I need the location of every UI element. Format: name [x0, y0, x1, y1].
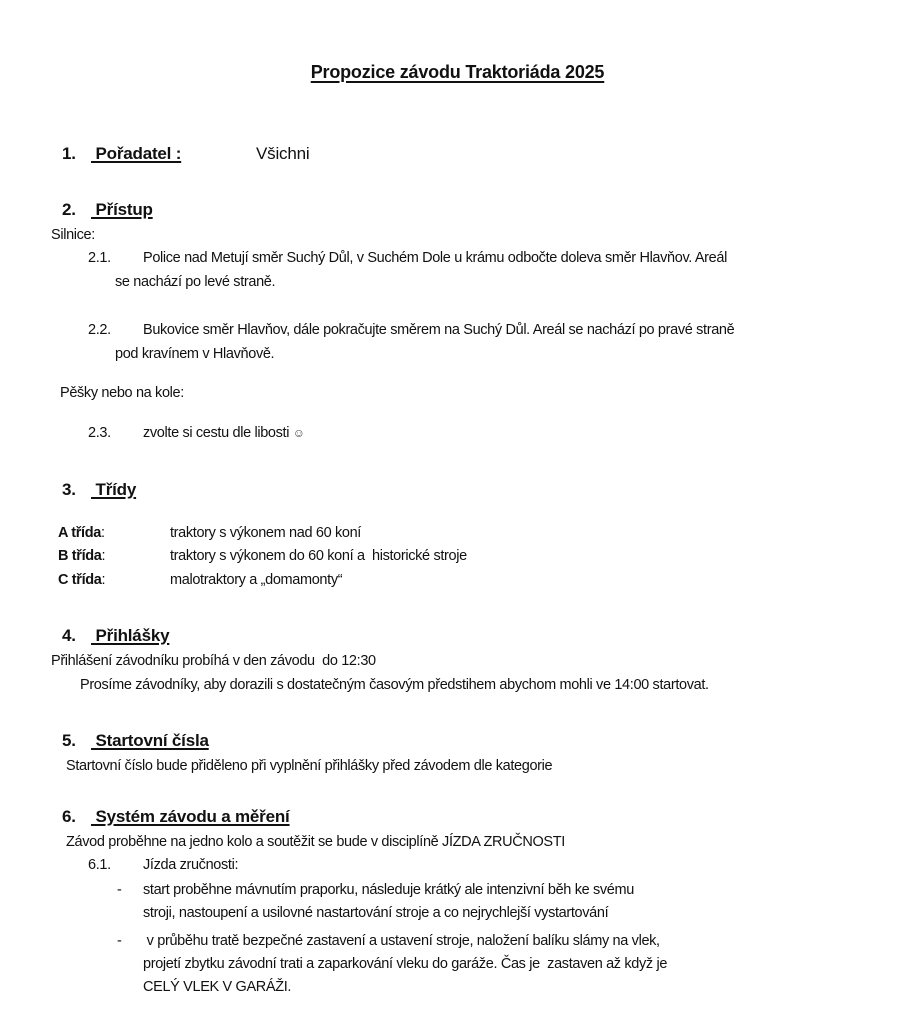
item-text: Police nad Metují směr Suchý Důl, v Suchém Dole u krámu odbočte doleva směr Hlavňov. Areál	[143, 250, 727, 266]
section-6-heading	[62, 807, 290, 827]
smiley-icon: ☺	[292, 426, 305, 440]
section-5-heading	[62, 731, 209, 751]
item-number: 2.2.	[88, 322, 111, 338]
section-4-heading	[62, 626, 169, 646]
class-c-label: C třída:	[58, 572, 106, 588]
walk-label: Pěšky nebo na kole:	[60, 385, 184, 401]
class-b-label: B třída:	[58, 548, 106, 564]
item-text: Jízda zručnosti:	[143, 857, 239, 873]
bullet-marker: -	[117, 933, 122, 949]
bullet-marker: -	[117, 882, 122, 898]
registration-note: Prosíme závodníky, aby dorazili s dostatečným časovým předstihem abychom mohli ve 14:00 startovat.	[80, 677, 709, 693]
section-1-heading	[62, 144, 181, 164]
bullet-item-2-cont-1: projetí zbytku závodní trati a zaparkování vleku do garáže. Čas je zastaven až když je	[143, 956, 668, 972]
start-numbers-text: Startovní číslo bude přiděleno při vyplnění přihlášky před závodem dle kategorie	[66, 758, 553, 774]
section-number: 4.	[62, 626, 76, 645]
road-label: Silnice:	[51, 227, 95, 243]
item-text: Bukovice směr Hlavňov, dále pokračujte směrem na Suchý Důl. Areál se nachází po pravé straně	[143, 322, 735, 338]
class-a-label: A třída:	[58, 525, 105, 541]
list-item-2-1	[88, 250, 727, 266]
section-number: 5.	[62, 731, 76, 750]
item-text: zvolte si cestu dle libosti	[143, 425, 290, 441]
section-label: Přístup	[91, 200, 153, 219]
list-item-2-1-cont: se nachází po levé straně.	[115, 274, 276, 290]
document-title: Propozice závodu Traktoriáda 2025	[310, 62, 605, 82]
bullet-item-2-cont-2: CELÝ VLEK V GARÁŽI.	[143, 979, 292, 995]
class-b-desc: traktory s výkonem do 60 koní a historické stroje	[170, 548, 467, 564]
item-number: 6.1.	[88, 857, 111, 873]
list-item-2-3	[88, 425, 305, 441]
section-label: Pořadatel :	[91, 144, 182, 163]
section-3-heading	[62, 480, 136, 500]
section-label: Systém závodu a měření	[91, 807, 290, 826]
list-item-6-1	[88, 857, 238, 873]
class-a-desc: traktory s výkonem nad 60 koní	[170, 525, 361, 541]
bullet-item-1-cont: stroji, nastoupení a usilovné nastartování stroje a co nejrychlejší vystartování	[143, 905, 609, 921]
section-label: Startovní čísla	[91, 731, 209, 750]
race-system-text: Závod proběhne na jedno kolo a soutěžit se bude v disciplíně JÍZDA ZRUČNOSTI	[66, 834, 565, 850]
section-label: Přihlášky	[91, 626, 170, 645]
class-c-desc: malotraktory a „domamonty“	[170, 572, 343, 588]
section-number: 1.	[62, 144, 76, 163]
section-number: 2.	[62, 200, 76, 219]
bullet-item-1: - start proběhne mávnutím praporku, následuje krátký ale intenzivní běh ke svému	[117, 882, 634, 898]
list-item-2-2	[88, 322, 734, 338]
organizer-value: Všichni	[256, 144, 310, 163]
section-number: 6.	[62, 807, 76, 826]
item-number: 2.3.	[88, 425, 111, 441]
section-2-heading	[62, 200, 153, 220]
section-number: 3.	[62, 480, 76, 499]
registration-text: Přihlášení závodníku probíhá v den závodu do 12:30	[51, 653, 376, 669]
item-number: 2.1.	[88, 250, 111, 266]
section-label: Třídy	[91, 480, 137, 499]
bullet-item-2: - v průběhu tratě bezpečné zastavení a ustavení stroje, naložení balíku slámy na vlek,	[117, 933, 660, 949]
list-item-2-2-cont: pod kravínem v Hlavňově.	[115, 346, 275, 362]
